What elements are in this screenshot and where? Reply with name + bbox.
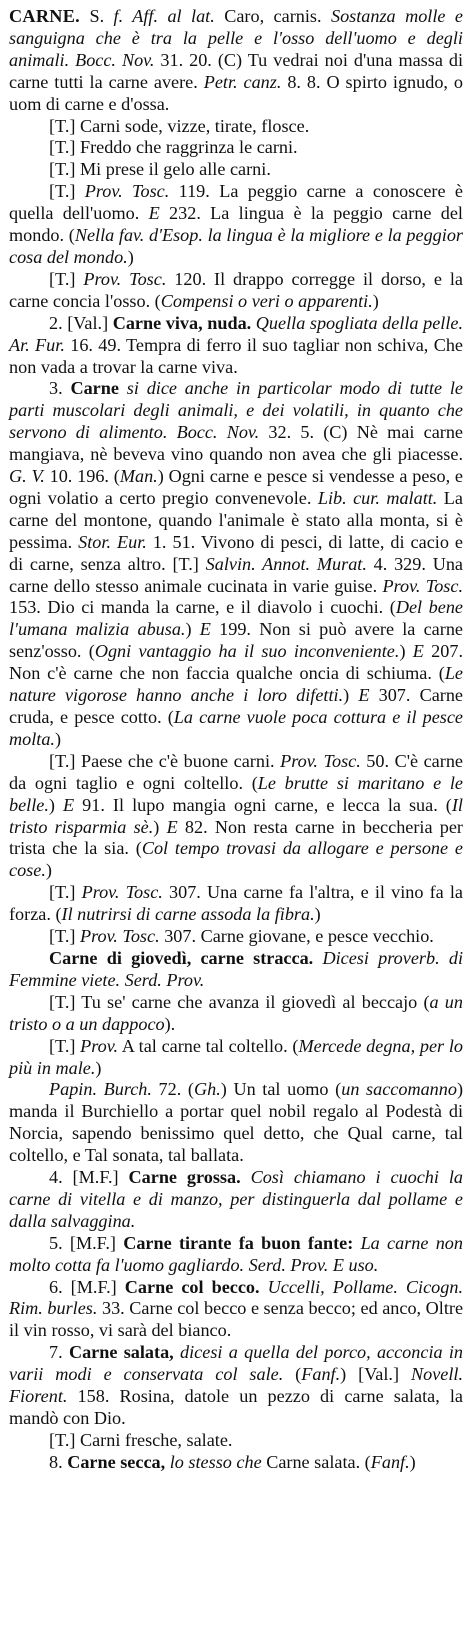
- bold-term: Carne secca,: [67, 1451, 166, 1472]
- proverb-paragraph: [9, 751, 463, 882]
- italic-text: Dicesi proverb. di Femmine viete. Serd. Prov.: [9, 947, 463, 990]
- text-run: 153. Dio ci manda la carne, e il diavolo i cuochi. (: [9, 597, 396, 618]
- text-run: 6. [M.F.]: [49, 1276, 125, 1297]
- idiom-example: [9, 1036, 463, 1080]
- italic-text: Prov.: [80, 1035, 119, 1056]
- text-run: ).: [164, 1013, 176, 1034]
- text-run: [241, 1167, 251, 1187]
- italic-text: E: [166, 816, 178, 837]
- text-run: 158. Rosina, datole un pezzo di carne salata, la mandò con Dio.: [9, 1386, 463, 1428]
- sense-5: [9, 1233, 463, 1277]
- text-run: ) [Val.]: [340, 1364, 411, 1385]
- text-run: [T.] Mi prese il gelo alle carni.: [49, 159, 271, 180]
- text-run: 232. La lingua è la peggio carne del mondo. (: [9, 203, 463, 246]
- text-run: [260, 1277, 268, 1297]
- text-run: 16. 49. Tempra di ferro il suo tagliar non schiva, Che non vada a trovar la carne viva.: [9, 334, 463, 377]
- text-run: 307. Carne cruda, e pesce cotto. (: [9, 685, 463, 727]
- text-run: 120. Il drappo corregge il dorso, e la carne concia l'osso. (: [9, 268, 463, 311]
- text-run: [353, 1233, 360, 1253]
- italic-text: Col tempo trovasi da allogare e persone e cose.: [9, 838, 463, 881]
- sense-2: [9, 313, 463, 379]
- text-run: 82. Non resta carne in beccheria per trista che la sia. (: [9, 816, 463, 859]
- text-run: [T.] Tu se' carne che avanza il giovedì al beccajo (: [49, 991, 430, 1012]
- bold-term: Carne tirante fa buon fante:: [123, 1232, 354, 1253]
- text-run: Carne salata. (: [261, 1451, 371, 1472]
- bold-term: Carne salata,: [68, 1342, 174, 1363]
- italic-text: a un tristo o a un dappoco: [9, 991, 463, 1034]
- bold-term: Carne viva, nuda.: [112, 312, 252, 333]
- italic-text: Gh.: [193, 1079, 221, 1100]
- proverb-paragraph: [9, 926, 463, 948]
- sense-6: [9, 1277, 463, 1343]
- text-run: [T.]: [49, 926, 80, 947]
- text-run: 4. [M.F.]: [49, 1167, 129, 1188]
- italic-text: Sostanza molle e sanguigna che è tra la pelle e l'osso dell'uomo e degli animali. Bocc. Nov.: [9, 6, 463, 70]
- italic-text: Così chiamano i cuochi la carne di vitella e di manzo, per distinguerla dal pollame e dalla salvaggina.: [9, 1167, 464, 1231]
- italic-text: lo stesso che: [169, 1451, 262, 1472]
- italic-text: Mercede degna, per lo più in male.: [9, 1035, 464, 1078]
- bold-term: Carne col becco.: [124, 1276, 260, 1297]
- text-run: [T.]: [49, 882, 82, 903]
- italic-text: Prov. Tosc.: [382, 575, 463, 596]
- sense-7: [9, 1342, 463, 1430]
- citation-paragraph: [9, 1079, 463, 1167]
- italic-text: E: [148, 203, 160, 224]
- text-run: 2. [Val.]: [49, 312, 113, 333]
- text-run: La carne del montone, quando l'animale è stato alla monta, si è pessima.: [9, 487, 463, 552]
- text-run: 33. Carne col becco e senza becco; ed anco, Oltre il vin rosso, vi sarà del bianco.: [9, 1298, 464, 1341]
- proverb-paragraph: [9, 181, 463, 269]
- text-run: 3.: [49, 378, 71, 399]
- italic-text: Le brutte si maritano e le belle.: [9, 772, 463, 815]
- text-run: ) manda il Burchiello a portar quel nobil regalo al Podestà di Norcia, sapendo benissimo quel detto, che Qual carne, tal coltello, e Tal sonata, tal ballata.: [9, 1079, 464, 1166]
- text-run: (: [283, 1364, 302, 1385]
- proverb-paragraph: [9, 269, 463, 313]
- idiom-paragraph: [9, 948, 463, 992]
- italic-text: si dice anche in particolar modo di tutte le parti muscolari degli animali, e dei volatili, in quanto che servono di alimento. Bocc. Nov.: [9, 378, 463, 443]
- italic-text: Papin. Burch.: [49, 1079, 152, 1100]
- italic-text: Prov. Tosc.: [83, 268, 167, 289]
- text-run: S.: [80, 6, 114, 26]
- text-run: 199. Non si può avere la carne senz'osso. (: [9, 619, 463, 662]
- text-run: ) Un tal uomo (: [220, 1079, 342, 1100]
- text-run: [T.] Freddo che raggrinza le carni.: [49, 137, 298, 158]
- italic-text: Nella fav. d'Esop. la lingua è la migliore e la peggior cosa del mondo.: [9, 225, 463, 267]
- text-run: [T.]: [49, 268, 84, 289]
- text-run: 307. Carne giovane, e pesce vecchio.: [159, 926, 434, 947]
- text-run: 50. C'è carne da ogni taglio e ogni coltello. (: [9, 750, 463, 793]
- text-run: ): [343, 685, 359, 706]
- text-run: ): [48, 794, 63, 815]
- text-run: 72. (: [151, 1079, 194, 1100]
- italic-text: Petr. canz.: [203, 71, 282, 92]
- text-run: ): [399, 641, 413, 662]
- italic-text: La carne vuole poca cottura e il pesce molta.: [9, 707, 463, 749]
- proverb-paragraph: [9, 882, 463, 926]
- italic-text: Ogni vantaggio ha il suo inconveniente.: [94, 641, 400, 662]
- italic-text: f. Aff. al lat.: [113, 6, 215, 26]
- text-run: [119, 378, 127, 398]
- text-run: A tal carne tal coltello. (: [118, 1035, 299, 1056]
- sense-4: [9, 1167, 463, 1233]
- sense-example: [9, 137, 463, 159]
- text-run: ): [45, 860, 52, 881]
- sense-3: [9, 378, 463, 750]
- italic-text: G. V.: [9, 466, 45, 487]
- italic-text: E: [63, 794, 75, 815]
- text-run: 1. 51. Vivono di pesci, di latte, di cacio e di carne, senza altro. [T.]: [9, 531, 463, 574]
- sense-example: [9, 116, 463, 138]
- text-run: [T.] Paese che c'è buone carni.: [49, 750, 281, 771]
- italic-text: Il tristo risparmia sè.: [9, 794, 463, 837]
- italic-text: Compensi o veri o apparenti.: [160, 290, 373, 311]
- text-run: ) Ogni carne e pesce si vendesse a peso, e ogni volatio a certo pregio convenevole.: [9, 466, 463, 508]
- text-run: ): [127, 246, 134, 267]
- italic-text: Stor. Eur.: [78, 531, 147, 552]
- text-run: 119. La peggio carne a conoscere è quella dell'uomo.: [9, 181, 463, 224]
- italic-text: Il nutrirsi di carne assoda la fibra.: [61, 904, 315, 925]
- italic-text: Uccelli, Pollame. Cicogn. Rim. burles.: [9, 1276, 463, 1319]
- italic-text: Prov. Tosc.: [84, 181, 170, 202]
- text-run: ): [409, 1451, 416, 1472]
- italic-text: La carne non molto cotta fa l'uomo gagliardo. Serd. Prov. E uso.: [9, 1232, 463, 1275]
- text-run: ): [372, 290, 379, 311]
- headword: CARNE.: [9, 6, 81, 26]
- text-run: 207. Non c'è carne che non faccia qualche oncia di schiuma. (: [9, 641, 464, 684]
- italic-text: Fanf.: [301, 1364, 341, 1385]
- bold-term: Carne grossa.: [128, 1167, 241, 1188]
- italic-text: E: [358, 685, 370, 706]
- text-run: ): [314, 904, 321, 925]
- text-run: [T.]: [49, 1035, 81, 1056]
- text-run: Caro, carnis.: [214, 6, 331, 26]
- text-run: ): [95, 1057, 102, 1078]
- italic-text: Fanf.: [370, 1451, 410, 1472]
- text-run: 307. Una carne fa l'altra, e il vino fa la forza. (: [9, 882, 463, 925]
- entry-definition: [9, 6, 463, 116]
- sense-example: [9, 159, 463, 181]
- text-run: 8. 8. O spirto ignudo, o uom di carne e d'ossa.: [9, 71, 463, 114]
- italic-text: E: [412, 641, 424, 662]
- text-run: 8.: [49, 1451, 68, 1472]
- text-run: [T.]: [49, 181, 85, 202]
- bold-term: Carne: [70, 378, 119, 399]
- text-run: 91. Il lupo mangia ogni carne, e lecca la sua. (: [74, 794, 452, 815]
- sense-example: [9, 1430, 463, 1452]
- text-run: ): [185, 619, 200, 640]
- italic-text: Lib. cur. malatt.: [317, 487, 438, 508]
- italic-text: E: [199, 619, 211, 640]
- italic-text: un saccomanno: [341, 1079, 457, 1100]
- text-run: [T.] Carni sode, vizze, tirate, flosce.: [49, 115, 310, 136]
- italic-text: Prov. Tosc.: [280, 750, 361, 771]
- italic-text: Prov. Tosc.: [79, 926, 160, 947]
- text-run: ): [153, 816, 167, 837]
- text-run: ): [54, 728, 62, 749]
- text-run: 10. 196. (: [44, 466, 120, 487]
- idiom-example: [9, 992, 463, 1036]
- text-run: 7.: [49, 1342, 69, 1363]
- italic-text: Quella spogliata della pelle. Ar. Fur.: [9, 312, 463, 355]
- italic-text: Salvin. Annot. Murat.: [205, 553, 367, 574]
- sense-8: [9, 1452, 463, 1474]
- text-run: 32. 5. (C) Nè mai carne mangiava, nè beveva vino quando non avea che gli piacesse.: [9, 422, 464, 465]
- text-run: 4. 329. Una carne dello stesso animale cucinata in varie guise.: [9, 553, 463, 596]
- text-run: 5. [M.F.]: [49, 1232, 124, 1253]
- italic-text: Del bene l'umana malizia abusa.: [9, 597, 464, 640]
- italic-text: Man.: [119, 466, 158, 487]
- italic-text: Le nature vigorose hanno anche i loro difetti.: [9, 663, 463, 706]
- bold-term: Carne di giovedì, carne stracca.: [49, 947, 314, 968]
- italic-text: Prov. Tosc.: [81, 882, 163, 903]
- text-run: 31. 20. (C) Tu vedrai noi d'una massa di carne tutti la carne avere.: [9, 49, 464, 92]
- text-run: [T.] Carni fresche, salate.: [49, 1429, 233, 1450]
- italic-text: Novell. Fiorent.: [9, 1364, 463, 1407]
- italic-text: dicesi a quella del porco, acconcia in varii modi e conservata col sale.: [9, 1342, 464, 1385]
